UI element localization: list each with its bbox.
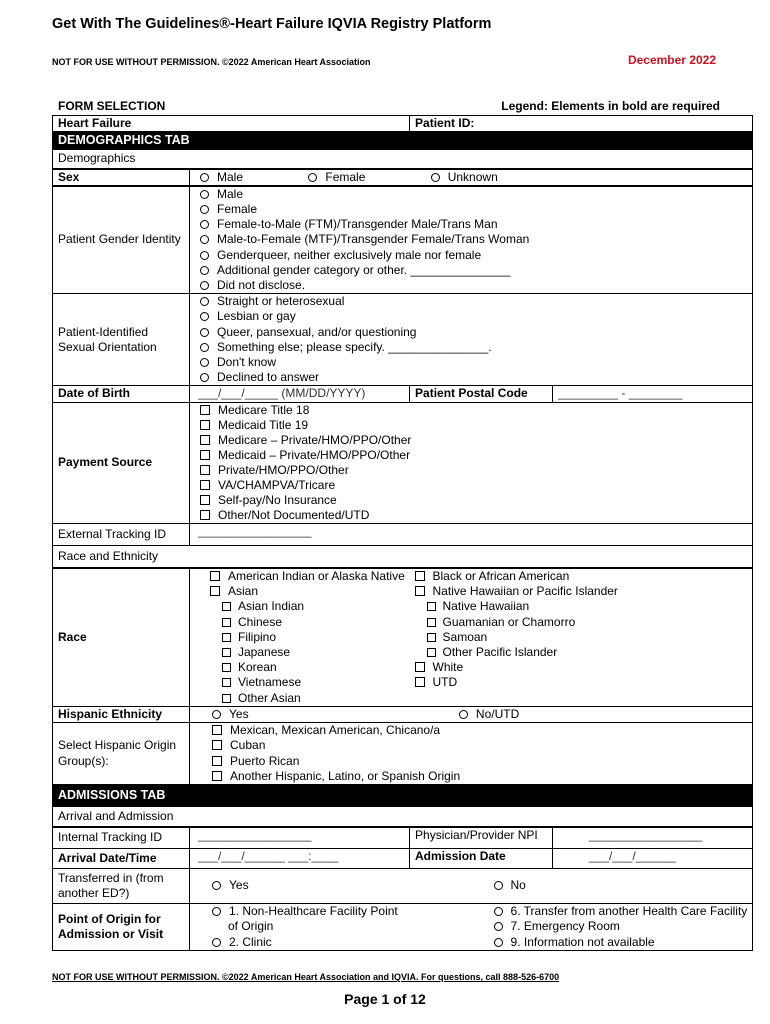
payment-option[interactable] <box>198 493 747 508</box>
hispanic-no-option[interactable] <box>457 707 519 721</box>
option-label: Cuban <box>230 738 266 753</box>
gender-identity-row <box>53 186 753 294</box>
payment-label: Payment Source <box>53 402 190 523</box>
checkbox-icon <box>427 648 436 657</box>
option-label: Other Pacific Islander <box>442 645 558 660</box>
option-label: Samoan <box>442 629 488 644</box>
radio-icon <box>431 173 440 182</box>
option-label: Female <box>325 169 366 184</box>
race-ethnicity-section: Race and Ethnicity <box>53 545 753 568</box>
sexual-orientation-row <box>53 294 753 386</box>
option-label: Straight or heterosexual <box>217 294 345 309</box>
radio-icon <box>200 312 209 321</box>
checkbox-icon <box>415 662 425 672</box>
sex-male-option[interactable] <box>198 170 243 184</box>
external-tracking-label: External Tracking ID <box>53 523 190 545</box>
footer-notice: NOT FOR USE WITHOUT PERMISSION. ©2022 American Heart Association and IQVIA. For questions, call 888-526-6700 <box>52 972 560 982</box>
option-label: No <box>510 878 526 893</box>
external-tracking-row <box>53 523 753 545</box>
option-label: Declined to answer <box>217 370 320 385</box>
dob-label: Date of Birth <box>53 386 190 402</box>
checkbox-icon <box>222 618 231 627</box>
option-label: Chinese <box>238 614 283 629</box>
radio-icon <box>200 190 209 199</box>
demographics-tab-bar: DEMOGRAPHICS TAB <box>53 132 753 150</box>
radio-icon <box>200 328 209 337</box>
admissions-tab-bar: ADMISSIONS TAB <box>53 784 753 806</box>
option-label: White <box>432 660 464 675</box>
document-date: December 2022 <box>627 53 716 67</box>
payment-option[interactable] <box>198 433 747 448</box>
permission-notice: NOT FOR USE WITHOUT PERMISSION. ©2022 American Heart Association <box>52 57 371 67</box>
option-label: Private/HMO/PPO/Other <box>218 462 349 477</box>
sexual-orientation-label: Patient-Identified Sexual Orientation <box>53 294 190 386</box>
origin-option[interactable] <box>492 904 748 919</box>
legend-note: Legend: Elements in bold are required <box>501 99 720 113</box>
registry-form <box>52 115 752 951</box>
nh-sub-option[interactable] <box>413 615 618 630</box>
admission-date-input[interactable]: ___/___/______ <box>553 848 753 868</box>
race-label: Race <box>53 568 190 706</box>
sex-female-option[interactable] <box>306 170 365 184</box>
payment-option[interactable] <box>198 418 747 433</box>
origin-option[interactable] <box>492 919 748 934</box>
form-name-row <box>53 116 753 132</box>
radio-icon <box>494 881 503 890</box>
orientation-option[interactable] <box>198 294 747 309</box>
gender-option[interactable] <box>198 263 747 278</box>
dob-input[interactable]: ___/___/_____ (MM/DD/YYYY) <box>190 386 410 402</box>
hispanic-origin-row <box>53 723 753 785</box>
internal-tracking-row <box>53 827 753 848</box>
option-label: Male-to-Female (MTF)/Transgender Female/Trans Woman <box>217 232 530 247</box>
race-option[interactable] <box>413 675 618 690</box>
option-label: Male <box>217 169 244 184</box>
option-label: Female-to-Male (FTM)/Transgender Male/Trans Man <box>217 217 498 232</box>
checkbox-icon <box>210 586 220 596</box>
option-label: Genderqueer, neither exclusively male nor female <box>217 247 482 262</box>
checkbox-icon <box>210 571 220 581</box>
asian-sub-option[interactable] <box>208 691 548 706</box>
gender-option[interactable] <box>198 217 747 232</box>
dob-row <box>53 386 753 402</box>
sex-label: Sex <box>53 169 190 186</box>
postal-code-label: Patient Postal Code <box>410 386 553 402</box>
option-label: Yes <box>229 706 249 721</box>
external-tracking-input[interactable]: _________________ <box>190 523 753 545</box>
transferred-label: Transferred in (from another ED?) <box>53 868 190 903</box>
payment-option[interactable] <box>198 448 747 463</box>
orientation-option[interactable] <box>198 355 747 370</box>
transferred-yes-option[interactable] <box>190 868 410 903</box>
option-label: 9. Information not available <box>510 934 655 949</box>
transferred-row <box>53 868 753 903</box>
option-label: Other/Not Documented/UTD <box>218 507 370 522</box>
gender-identity-label: Patient Gender Identity <box>53 186 190 294</box>
orientation-option[interactable] <box>198 370 747 385</box>
option-label: Unknown <box>447 169 498 184</box>
checkbox-icon <box>415 586 425 596</box>
gender-option[interactable] <box>198 202 747 217</box>
option-label: Korean <box>238 660 277 675</box>
arrival-row <box>53 848 753 868</box>
orientation-option[interactable] <box>198 325 747 340</box>
patient-id-label: Patient ID: <box>415 116 475 130</box>
hispanic-origin-option[interactable] <box>210 723 747 738</box>
radio-icon <box>200 358 209 367</box>
nh-sub-option[interactable] <box>413 630 618 645</box>
nh-sub-option[interactable] <box>413 645 618 660</box>
option-label: Asian <box>228 584 259 599</box>
checkbox-icon <box>200 480 210 490</box>
radio-icon <box>200 343 209 352</box>
radio-icon <box>200 373 209 382</box>
checkbox-icon <box>212 740 222 750</box>
option-label: Female <box>217 202 258 217</box>
option-label: Asian Indian <box>238 599 305 614</box>
checkbox-icon <box>427 618 436 627</box>
arrival-label: Arrival Date/Time <box>53 848 190 868</box>
option-label: Male <box>217 186 244 201</box>
radio-icon <box>212 710 221 719</box>
page-number: Page 1 of 12 <box>344 991 426 1007</box>
gender-option[interactable] <box>198 278 747 293</box>
option-label: Japanese <box>238 645 291 660</box>
orientation-option[interactable] <box>198 340 747 355</box>
page-title: Get With The Guidelines®-Heart Failure IQVIA Registry Platform <box>52 16 492 32</box>
origin-option[interactable] <box>492 935 748 950</box>
option-label: Guamanian or Chamorro <box>442 614 576 629</box>
option-label: Additional gender category or other. _______________ <box>217 262 511 277</box>
form-name: Heart Failure <box>53 116 410 132</box>
option-label: Native Hawaiian or Pacific Islander <box>432 584 618 599</box>
option-label: Yes <box>229 878 249 893</box>
radio-icon <box>200 220 209 229</box>
postal-code-input[interactable]: _________ - ________ <box>553 386 753 402</box>
radio-icon <box>200 235 209 244</box>
option-label: American Indian or Alaska Native <box>228 569 405 584</box>
checkbox-icon <box>222 678 231 687</box>
checkbox-icon <box>200 510 210 520</box>
gender-option[interactable] <box>198 187 747 202</box>
radio-icon <box>200 205 209 214</box>
radio-icon <box>200 297 209 306</box>
hispanic-yes-option[interactable] <box>210 707 249 721</box>
checkbox-icon <box>200 450 210 460</box>
option-label: Medicaid Title 19 <box>218 417 309 432</box>
payment-option[interactable] <box>198 478 747 493</box>
race-option[interactable] <box>413 660 618 675</box>
checkbox-icon <box>200 405 210 415</box>
arrival-input[interactable]: ___/___/______ ___:____ <box>190 848 410 868</box>
option-label: Medicaid – Private/HMO/PPO/Other <box>218 447 411 462</box>
option-label: Lesbian or gay <box>217 309 296 324</box>
checkbox-icon <box>212 756 222 766</box>
form-selection-heading: FORM SELECTION <box>58 99 166 113</box>
payment-option[interactable] <box>198 463 747 478</box>
arrival-section: Arrival and Admission <box>53 807 753 828</box>
race-col2 <box>413 569 618 691</box>
payment-option[interactable] <box>198 403 747 418</box>
checkbox-icon <box>222 602 231 611</box>
option-label: Don't know <box>217 355 276 370</box>
demographics-section: Demographics <box>53 150 753 169</box>
race-row <box>53 568 753 706</box>
origin-option[interactable] <box>210 935 405 950</box>
option-label: Native Hawaiian <box>442 599 530 614</box>
sex-unknown-option[interactable] <box>429 170 498 184</box>
radio-icon <box>494 938 503 947</box>
option-label: Other Asian <box>238 690 301 705</box>
checkbox-icon <box>222 694 231 703</box>
orientation-option[interactable] <box>198 309 747 324</box>
radio-icon <box>200 173 209 182</box>
race-option[interactable] <box>413 584 618 599</box>
hispanic-origin-option[interactable] <box>210 738 747 753</box>
option-label: Medicare – Private/HMO/PPO/Other <box>218 432 412 447</box>
origin-option[interactable] <box>210 904 405 934</box>
option-label: Queer, pansexual, and/or questioning <box>217 324 417 339</box>
hispanic-label: Hispanic Ethnicity <box>53 706 190 722</box>
option-label: VA/CHAMPVA/Tricare <box>218 477 336 492</box>
checkbox-icon <box>200 465 210 475</box>
option-label: 7. Emergency Room <box>510 919 620 934</box>
option-label: Self-pay/No Insurance <box>218 492 337 507</box>
radio-icon <box>200 251 209 260</box>
option-label: No/UTD <box>475 706 520 721</box>
option-label: Another Hispanic, Latino, or Spanish Origin <box>230 768 461 783</box>
checkbox-icon <box>415 677 425 687</box>
option-label: Something else; please specify. _______________. <box>217 339 492 354</box>
option-label: 2. Clinic <box>229 934 272 949</box>
checkbox-icon <box>427 602 436 611</box>
option-label: Filipino <box>238 629 277 644</box>
checkbox-icon <box>200 495 210 505</box>
checkbox-icon <box>212 725 222 735</box>
option-label: UTD <box>432 675 458 690</box>
checkbox-icon <box>200 435 210 445</box>
option-label: 6. Transfer from another Health Care Facility <box>510 904 748 919</box>
transferred-no-option[interactable] <box>410 868 753 903</box>
gender-option[interactable] <box>198 232 747 247</box>
checkbox-icon <box>212 771 222 781</box>
race-option[interactable] <box>413 569 618 584</box>
nh-sub-option[interactable] <box>413 599 618 614</box>
checkbox-icon <box>222 633 231 642</box>
hispanic-origin-option[interactable] <box>210 754 747 769</box>
checkbox-icon <box>200 420 210 430</box>
option-label: Medicare Title 18 <box>218 402 310 417</box>
internal-tracking-label: Internal Tracking ID <box>53 827 190 848</box>
patient-id-field[interactable] <box>410 116 753 132</box>
sex-row <box>53 169 753 186</box>
npi-label: Physician/Provider NPI <box>410 827 553 848</box>
option-label: Black or African American <box>432 569 570 584</box>
payment-row <box>53 402 753 523</box>
origin-row <box>53 904 753 951</box>
gender-option[interactable] <box>198 248 747 263</box>
radio-icon <box>200 281 209 290</box>
radio-icon <box>212 938 221 947</box>
radio-icon <box>200 266 209 275</box>
radio-icon <box>459 710 468 719</box>
option-label: Puerto Rican <box>230 753 300 768</box>
radio-icon <box>212 881 221 890</box>
payment-option[interactable] <box>198 508 747 523</box>
checkbox-icon <box>415 571 425 581</box>
hispanic-origin-option[interactable] <box>210 769 747 784</box>
option-label: Did not disclose. <box>217 278 306 293</box>
origin-label: Point of Origin for Admission or Visit <box>53 904 190 951</box>
radio-icon <box>212 907 221 916</box>
option-label: Mexican, Mexican American, Chicano/a <box>230 723 441 738</box>
hispanic-row <box>53 706 753 722</box>
radio-icon <box>494 907 503 916</box>
radio-icon <box>308 173 317 182</box>
option-label: Vietnamese <box>238 675 302 690</box>
radio-icon <box>494 922 503 931</box>
admission-date-label: Admission Date <box>410 848 553 868</box>
checkbox-icon <box>427 633 436 642</box>
internal-tracking-input[interactable]: _________________ <box>190 827 410 848</box>
checkbox-icon <box>222 663 231 672</box>
hispanic-origin-label: Select Hispanic Origin Group(s): <box>53 723 190 785</box>
checkbox-icon <box>222 648 231 657</box>
npi-input[interactable]: _________________ <box>553 827 753 848</box>
option-label: 1. Non-Healthcare Facility Point of Origin <box>228 904 398 934</box>
